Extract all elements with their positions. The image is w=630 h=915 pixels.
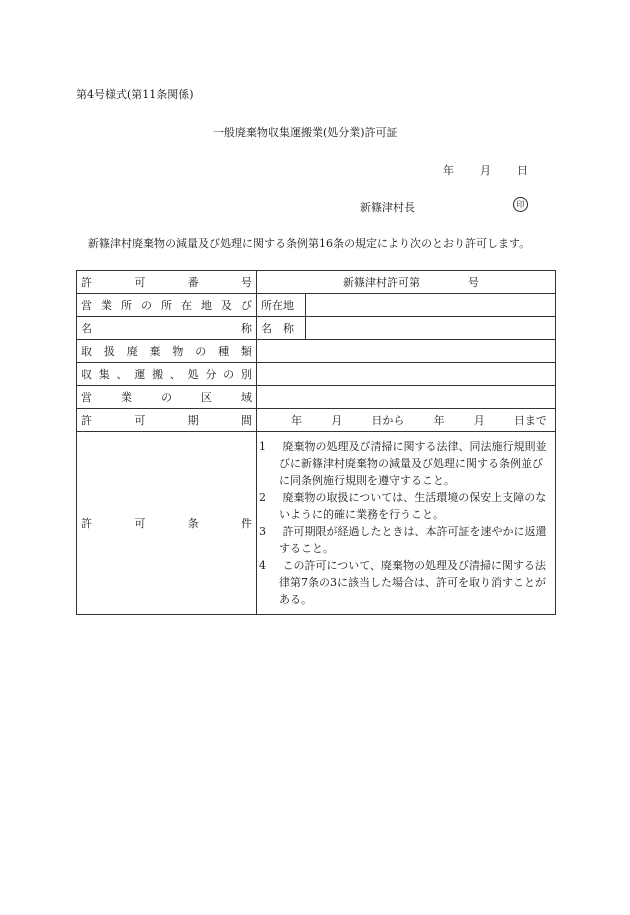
label-char: 年 xyxy=(291,414,302,427)
label-char: 搬 xyxy=(152,368,164,381)
label-char: 許 xyxy=(81,276,92,289)
value-office-name xyxy=(257,317,556,340)
label-char: 地 xyxy=(201,299,212,312)
permit-number-suffix: 号 xyxy=(468,276,479,289)
office-location-field xyxy=(306,294,555,316)
condition-text: 廃棄物の取扱については、生活環境の保安上支障のないように的確に業務を行うこと。 xyxy=(279,491,547,521)
label-char: の xyxy=(195,345,207,358)
condition-text: 廃棄物の処理及び清掃に関する法律、同法施行規則並びに新篠津村廃棄物の減量及び処理に関する条例並びに同条例施行規則を遵守すること。 xyxy=(279,440,547,487)
condition-text: この許可について、廃棄物の処理及び清掃に関する法律第7条の3に該当した場合は、許可を取り消すことがある。 xyxy=(279,559,547,606)
label-char: 取 xyxy=(81,345,92,358)
condition-text: 許可期限が経過したときは、本許可証を速やかに返還すること。 xyxy=(279,525,547,555)
label-permit-number xyxy=(77,271,257,294)
seal-mark: 印 xyxy=(513,197,528,212)
label-char: の xyxy=(223,368,235,381)
condition-num: 4 xyxy=(259,559,266,572)
label-char: 別 xyxy=(240,368,252,381)
sub-label-location: 所在地 xyxy=(257,294,306,316)
label-char: 処 xyxy=(187,368,199,381)
value-office-location xyxy=(257,294,556,317)
intro-text: 新篠津村廃棄物の減量及び処理に関する条例第16条の規定により次のとおり許可します。 xyxy=(88,237,531,250)
label-waste-type xyxy=(77,340,257,363)
row-business-area xyxy=(77,386,556,409)
label-char: 区 xyxy=(201,391,212,404)
label-char: 種 xyxy=(218,345,230,358)
label-char: 日から xyxy=(371,414,405,427)
label-conditions xyxy=(77,432,257,615)
row-office-name xyxy=(77,317,556,340)
label-char: 条 xyxy=(187,517,199,530)
issue-date xyxy=(443,162,528,178)
document-title: 一般廃棄物収集運搬業(処分業)許可証 xyxy=(213,126,398,139)
label-char: 許 xyxy=(81,517,92,530)
label-char: 号 xyxy=(240,276,252,289)
condition-num: 3 xyxy=(259,525,266,538)
label-char: 許 xyxy=(81,414,92,427)
value-conditions xyxy=(257,432,556,615)
label-char: び xyxy=(241,299,252,312)
sub-label-name: 名 称 xyxy=(257,317,306,339)
value-business-kind xyxy=(257,363,556,386)
date-year: 年 xyxy=(443,164,454,177)
label-char: 、 xyxy=(116,368,128,381)
label-char: 称 xyxy=(241,322,252,335)
label-business-area xyxy=(77,386,257,409)
label-char: 期 xyxy=(187,414,199,427)
label-char: 業 xyxy=(101,299,112,312)
label-char: 営 xyxy=(81,391,92,404)
label-char: 可 xyxy=(134,414,146,427)
date-month: 月 xyxy=(480,164,491,177)
label-business-kind xyxy=(77,363,257,386)
label-char: 収 xyxy=(81,368,92,381)
condition-num: 1 xyxy=(259,440,266,453)
label-office-location xyxy=(77,294,257,317)
label-char: 業 xyxy=(121,391,132,404)
label-char: 所 xyxy=(121,299,132,312)
form-label: 第4号様式(第11条関係) xyxy=(76,88,194,101)
label-char: の xyxy=(141,299,152,312)
label-char: 可 xyxy=(134,517,146,530)
label-char: 運 xyxy=(134,368,146,381)
label-char: の xyxy=(161,391,172,404)
value-business-area xyxy=(257,386,556,409)
label-char: 番 xyxy=(187,276,199,289)
label-char: 所 xyxy=(161,299,172,312)
row-period xyxy=(77,409,556,432)
permit-number-prefix: 新篠津村許可第 xyxy=(343,276,420,289)
row-waste-type xyxy=(77,340,556,363)
label-char: 件 xyxy=(240,517,252,530)
row-permit-number xyxy=(77,271,556,294)
label-char: 廃 xyxy=(126,345,138,358)
row-office-location xyxy=(77,294,556,317)
condition-item xyxy=(261,557,551,608)
label-char: 及 xyxy=(221,299,232,312)
label-char: 物 xyxy=(172,345,184,358)
label-char: 日まで xyxy=(513,414,547,427)
label-char: 月 xyxy=(331,414,343,427)
office-name-field xyxy=(306,317,555,339)
label-char: 営 xyxy=(81,299,92,312)
label-char: 名 xyxy=(81,322,92,335)
label-char: 棄 xyxy=(149,345,161,358)
label-char: 域 xyxy=(241,391,252,404)
issuer-name: 新篠津村長 xyxy=(360,201,415,214)
label-office-name xyxy=(77,317,257,340)
date-day: 日 xyxy=(517,164,528,177)
label-char: 、 xyxy=(169,368,181,381)
label-char: 扱 xyxy=(103,345,115,358)
row-conditions xyxy=(77,432,556,615)
label-char: 集 xyxy=(98,368,110,381)
label-char: 月 xyxy=(473,414,485,427)
value-permit-number xyxy=(257,271,556,294)
row-business-kind xyxy=(77,363,556,386)
label-char: 分 xyxy=(205,368,217,381)
condition-item xyxy=(261,438,551,489)
condition-num: 2 xyxy=(259,491,266,504)
condition-item xyxy=(261,523,551,557)
value-period xyxy=(257,409,556,432)
label-char: 間 xyxy=(240,414,252,427)
condition-item xyxy=(261,489,551,523)
label-char: 在 xyxy=(181,299,192,312)
label-char: 可 xyxy=(134,276,146,289)
label-char: 類 xyxy=(240,345,252,358)
permit-table xyxy=(76,270,556,615)
value-waste-type xyxy=(257,340,556,363)
label-period xyxy=(77,409,257,432)
label-char: 年 xyxy=(433,414,445,427)
